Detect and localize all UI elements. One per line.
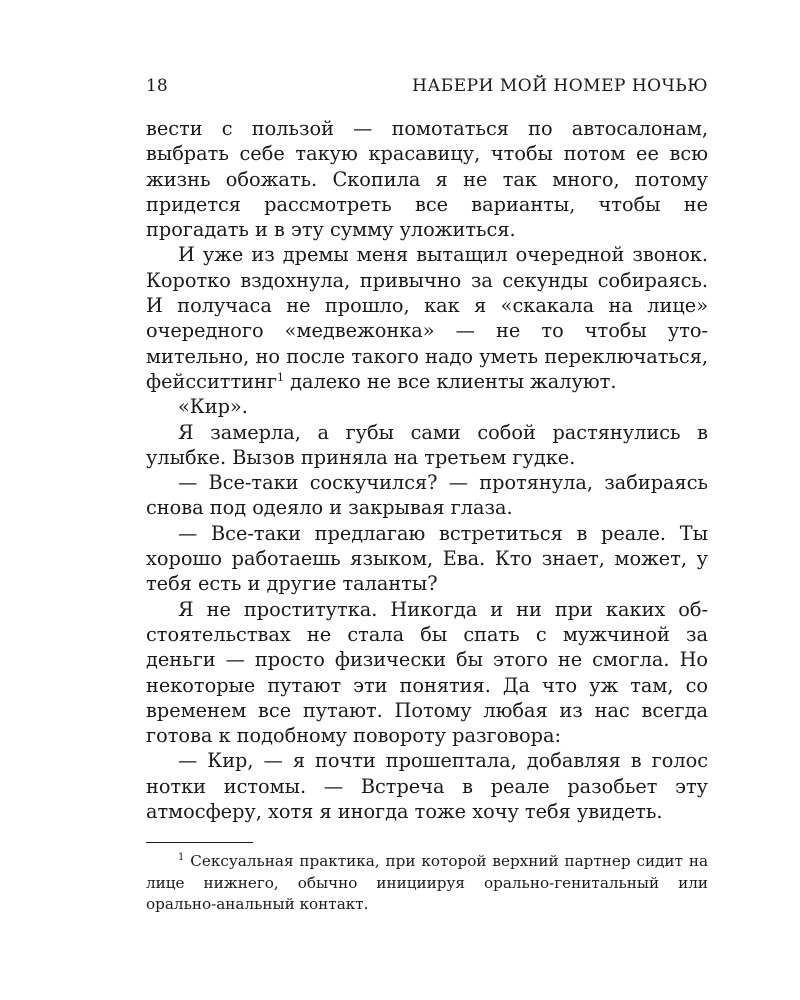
book-page	[146, 76, 708, 931]
paragraph: — Кир, — я почти прошептала, добавляя в голос нотки истомы. — Встреча в реале разобьет эту атмосферу, хотя я иногда тоже хочу тебя увидеть.	[146, 749, 708, 824]
running-title: НАБЕРИ МОЙ НОМЕР НОЧЬЮ	[412, 76, 708, 96]
footnote-text: Сексуальная практика, при которой верхний партнер сидит на лице нижнего, обычно инициируя орально-генитальный или орально-анальный контакт.	[146, 852, 708, 914]
footnote	[146, 851, 708, 916]
paragraph: «Кир».	[178, 395, 248, 419]
body-text	[146, 116, 708, 824]
paragraph: вести с пользой — помотаться по автосалонам, выбрать себе такую красавицу, чтобы потом ее всю жизнь обожать. Скопила я не так много, потому придется рассмотреть все варианты, чтобы не прогадать и в эту сумму уложиться.	[146, 117, 708, 242]
running-header	[146, 76, 708, 104]
footnote-divider	[146, 842, 253, 843]
footnote-marker: 1	[178, 852, 185, 864]
paragraph-text: И уже из дремы меня вытащил очередной звонок. Коротко вздохнула, привычно за секунды собираясь. И получаса не прошло, как я «скакала на лице» очередного «медвежонка» — не то чтобы утомительно, но после такого надо уметь переключаться, фейсситтинг	[146, 243, 708, 393]
paragraph	[146, 242, 708, 394]
footnote-reference: 1	[276, 370, 284, 384]
paragraph-text: далеко не все клиенты жалуют.	[290, 369, 617, 393]
paragraph: — Все-таки предлагаю встретиться в реале. Ты хорошо работаешь языком, Ева. Кто знает, может, у тебя есть и другие таланты?	[146, 521, 708, 596]
paragraph: — Все-таки соскучился? — протянула, забираясь снова под одеяло и закрывая глаза.	[146, 471, 708, 520]
page-number: 18	[146, 76, 168, 96]
paragraph: Я не проститутка. Никогда и ни при каких обстоятельствах не стала бы спать с мужчиной за деньги — просто физически бы этого не смогла. Но некоторые путают эти понятия. Да что уж там, со временем все путают. Потому любая из нас всегда готова к подобному повороту разговора:	[146, 597, 708, 748]
paragraph: Я замерла, а губы сами собой растянулись в улыбке. Вызов приняла на третьем гудке.	[146, 420, 708, 469]
